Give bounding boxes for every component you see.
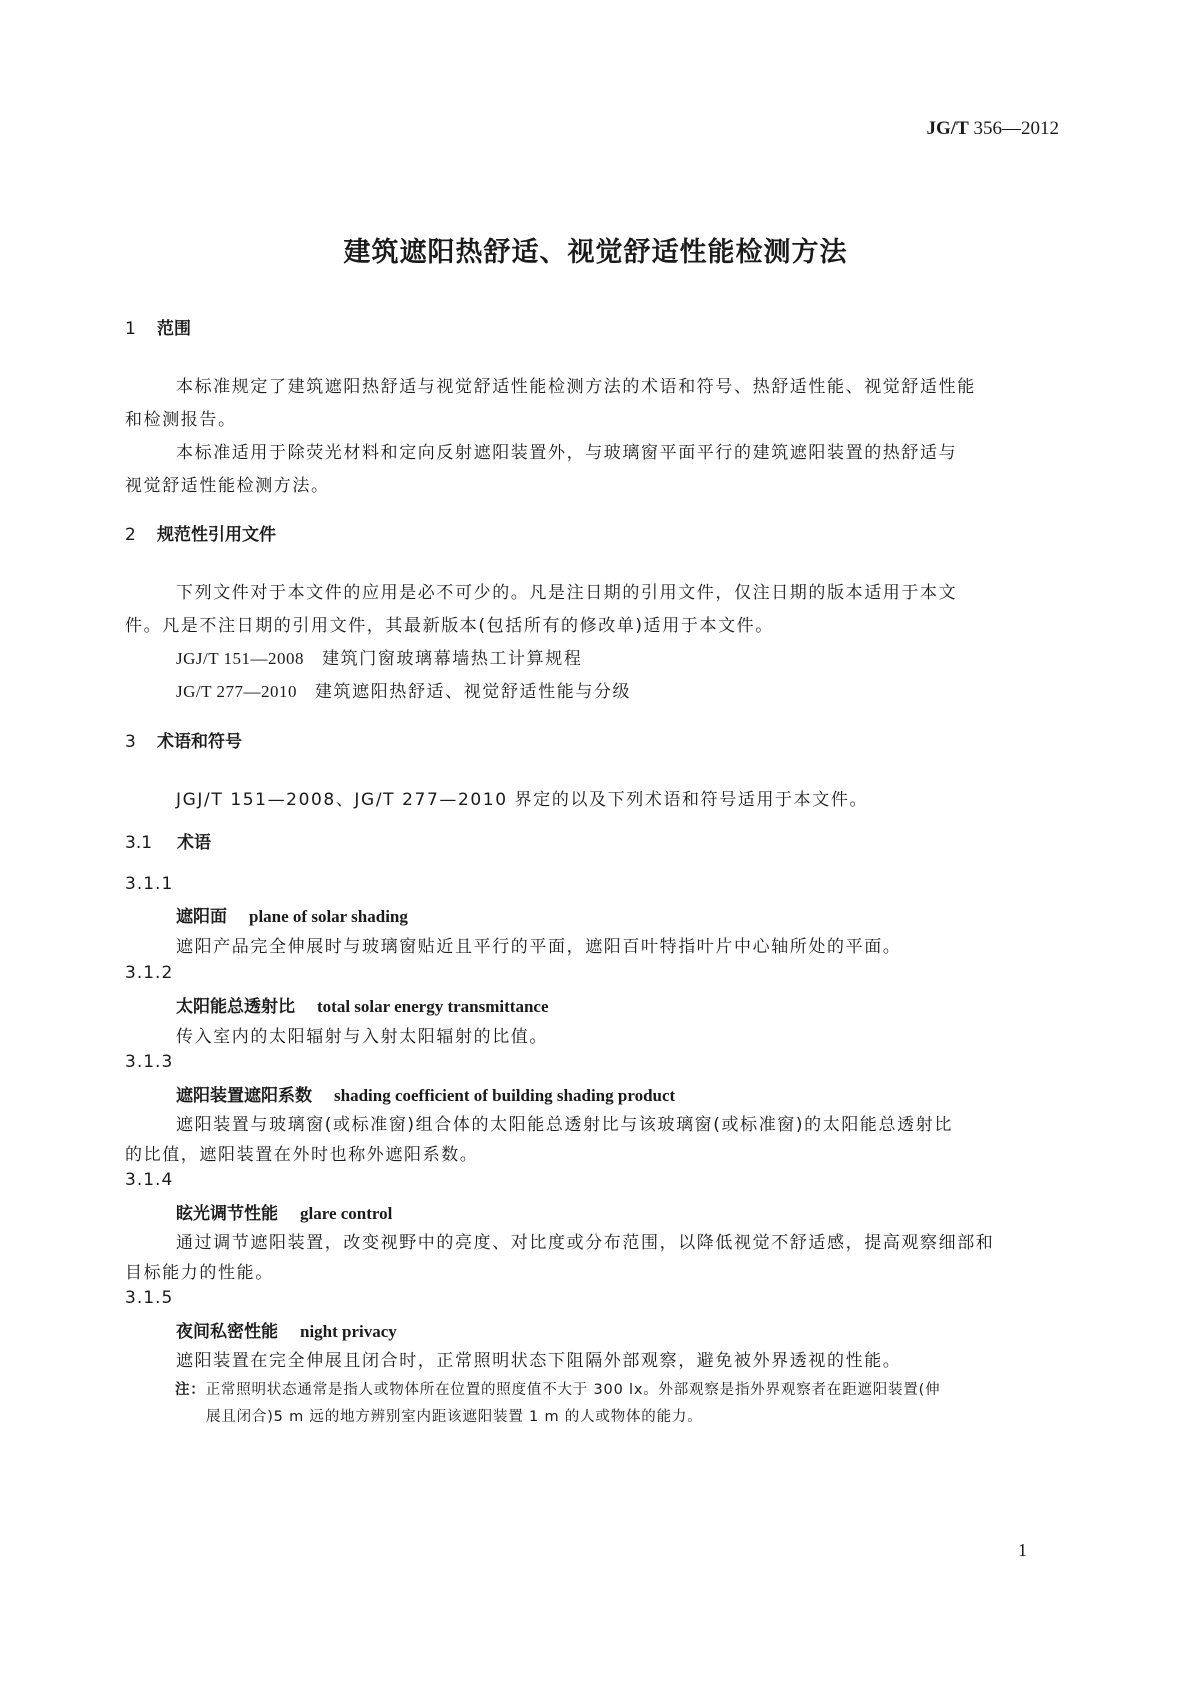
note-line-1: 注：正常照明状态通常是指人或物体所在位置的照度值不大于 300 lx。外部观察是指外界观察者在距遮阳装置(伸	[175, 1382, 941, 1398]
standard-number: 356—2012	[973, 118, 1059, 139]
section-3-heading: 3 术语和符号	[125, 732, 242, 752]
term-number: 3.1.3	[125, 1052, 174, 1072]
term-definition: 传入室内的太阳辐射与入射太阳辐射的比值。	[176, 1027, 548, 1047]
s1-paragraph-2-line-1: 本标准适用于除荧光材料和定向反射遮阳装置外，与玻璃窗平面平行的建筑遮阳装置的热舒适与	[176, 443, 958, 463]
s1-paragraph-1-line-1: 本标准规定了建筑遮阳热舒适与视觉舒适性能检测方法的术语和符号、热舒适性能、视觉舒适性能	[176, 377, 976, 397]
section-1-heading: 1 范围	[125, 319, 191, 339]
term-definition: 遮阳产品完全伸展时与玻璃窗贴近且平行的平面，遮阳百叶特指叶片中心轴所处的平面。	[176, 937, 902, 957]
standard-prefix: JG/T	[926, 118, 969, 139]
term-heading: 遮阳面 plane of solar shading	[176, 907, 408, 927]
s2-paragraph-line-2: 件。凡是不注日期的引用文件，其最新版本(包括所有的修改单)适用于本文件。	[125, 616, 774, 636]
term-number: 3.1.5	[125, 1288, 174, 1308]
term-definition: 遮阳装置与玻璃窗(或标准窗)组合体的太阳能总透射比与该玻璃窗(或标准窗)的太阳能总透射比	[176, 1115, 953, 1135]
term-definition-cont: 的比值，遮阳装置在外时也称外遮阳系数。	[125, 1145, 479, 1165]
reference-item: JGJ/T 151—2008 建筑门窗玻璃幕墙热工计算规程	[176, 649, 583, 669]
term-heading: 遮阳装置遮阳系数 shading coefficient of building shading product	[176, 1086, 676, 1106]
term-definition: 遮阳装置在完全伸展且闭合时，正常照明状态下阻隔外部观察，避免被外界透视的性能。	[176, 1351, 902, 1371]
term-number: 3.1.4	[125, 1170, 174, 1190]
term-definition: 通过调节遮阳装置，改变视野中的亮度、对比度或分布范围，以降低视觉不舒适感，提高观察细部和	[176, 1233, 995, 1253]
s1-paragraph-2-line-2: 视觉舒适性能检测方法。	[125, 476, 330, 496]
s3-intro: JGJ/T 151—2008、JG/T 277—2010 界定的以及下列术语和符号适用于本文件。	[176, 790, 869, 810]
term-definition-cont: 目标能力的性能。	[125, 1263, 274, 1283]
document-title: 建筑遮阳热舒适、视觉舒适性能检测方法	[343, 237, 848, 268]
page-number: 1	[1018, 1540, 1027, 1560]
term-heading: 太阳能总透射比 total solar energy transmittance	[176, 997, 549, 1017]
term-number: 3.1.1	[125, 874, 174, 894]
s2-paragraph-line-1: 下列文件对于本文件的应用是必不可少的。凡是注日期的引用文件，仅注日期的版本适用于本文	[176, 583, 958, 603]
note-label: 注：	[175, 1382, 206, 1398]
term-heading: 夜间私密性能 night privacy	[176, 1322, 397, 1342]
s1-paragraph-1-line-2: 和检测报告。	[125, 410, 237, 430]
subsection-3-1-heading: 3.1 术语	[125, 833, 211, 853]
standard-code	[927, 118, 1059, 140]
reference-item: JG/T 277—2010 建筑遮阳热舒适、视觉舒适性能与分级	[176, 682, 632, 702]
note-line-2: 展且闭合)5 m 远的地方辨别室内距该遮阳装置 1 m 的人或物体的能力。	[206, 1409, 703, 1425]
term-number: 3.1.2	[125, 963, 174, 983]
section-2-heading: 2 规范性引用文件	[125, 525, 276, 545]
term-heading: 眩光调节性能 glare control	[176, 1204, 393, 1224]
